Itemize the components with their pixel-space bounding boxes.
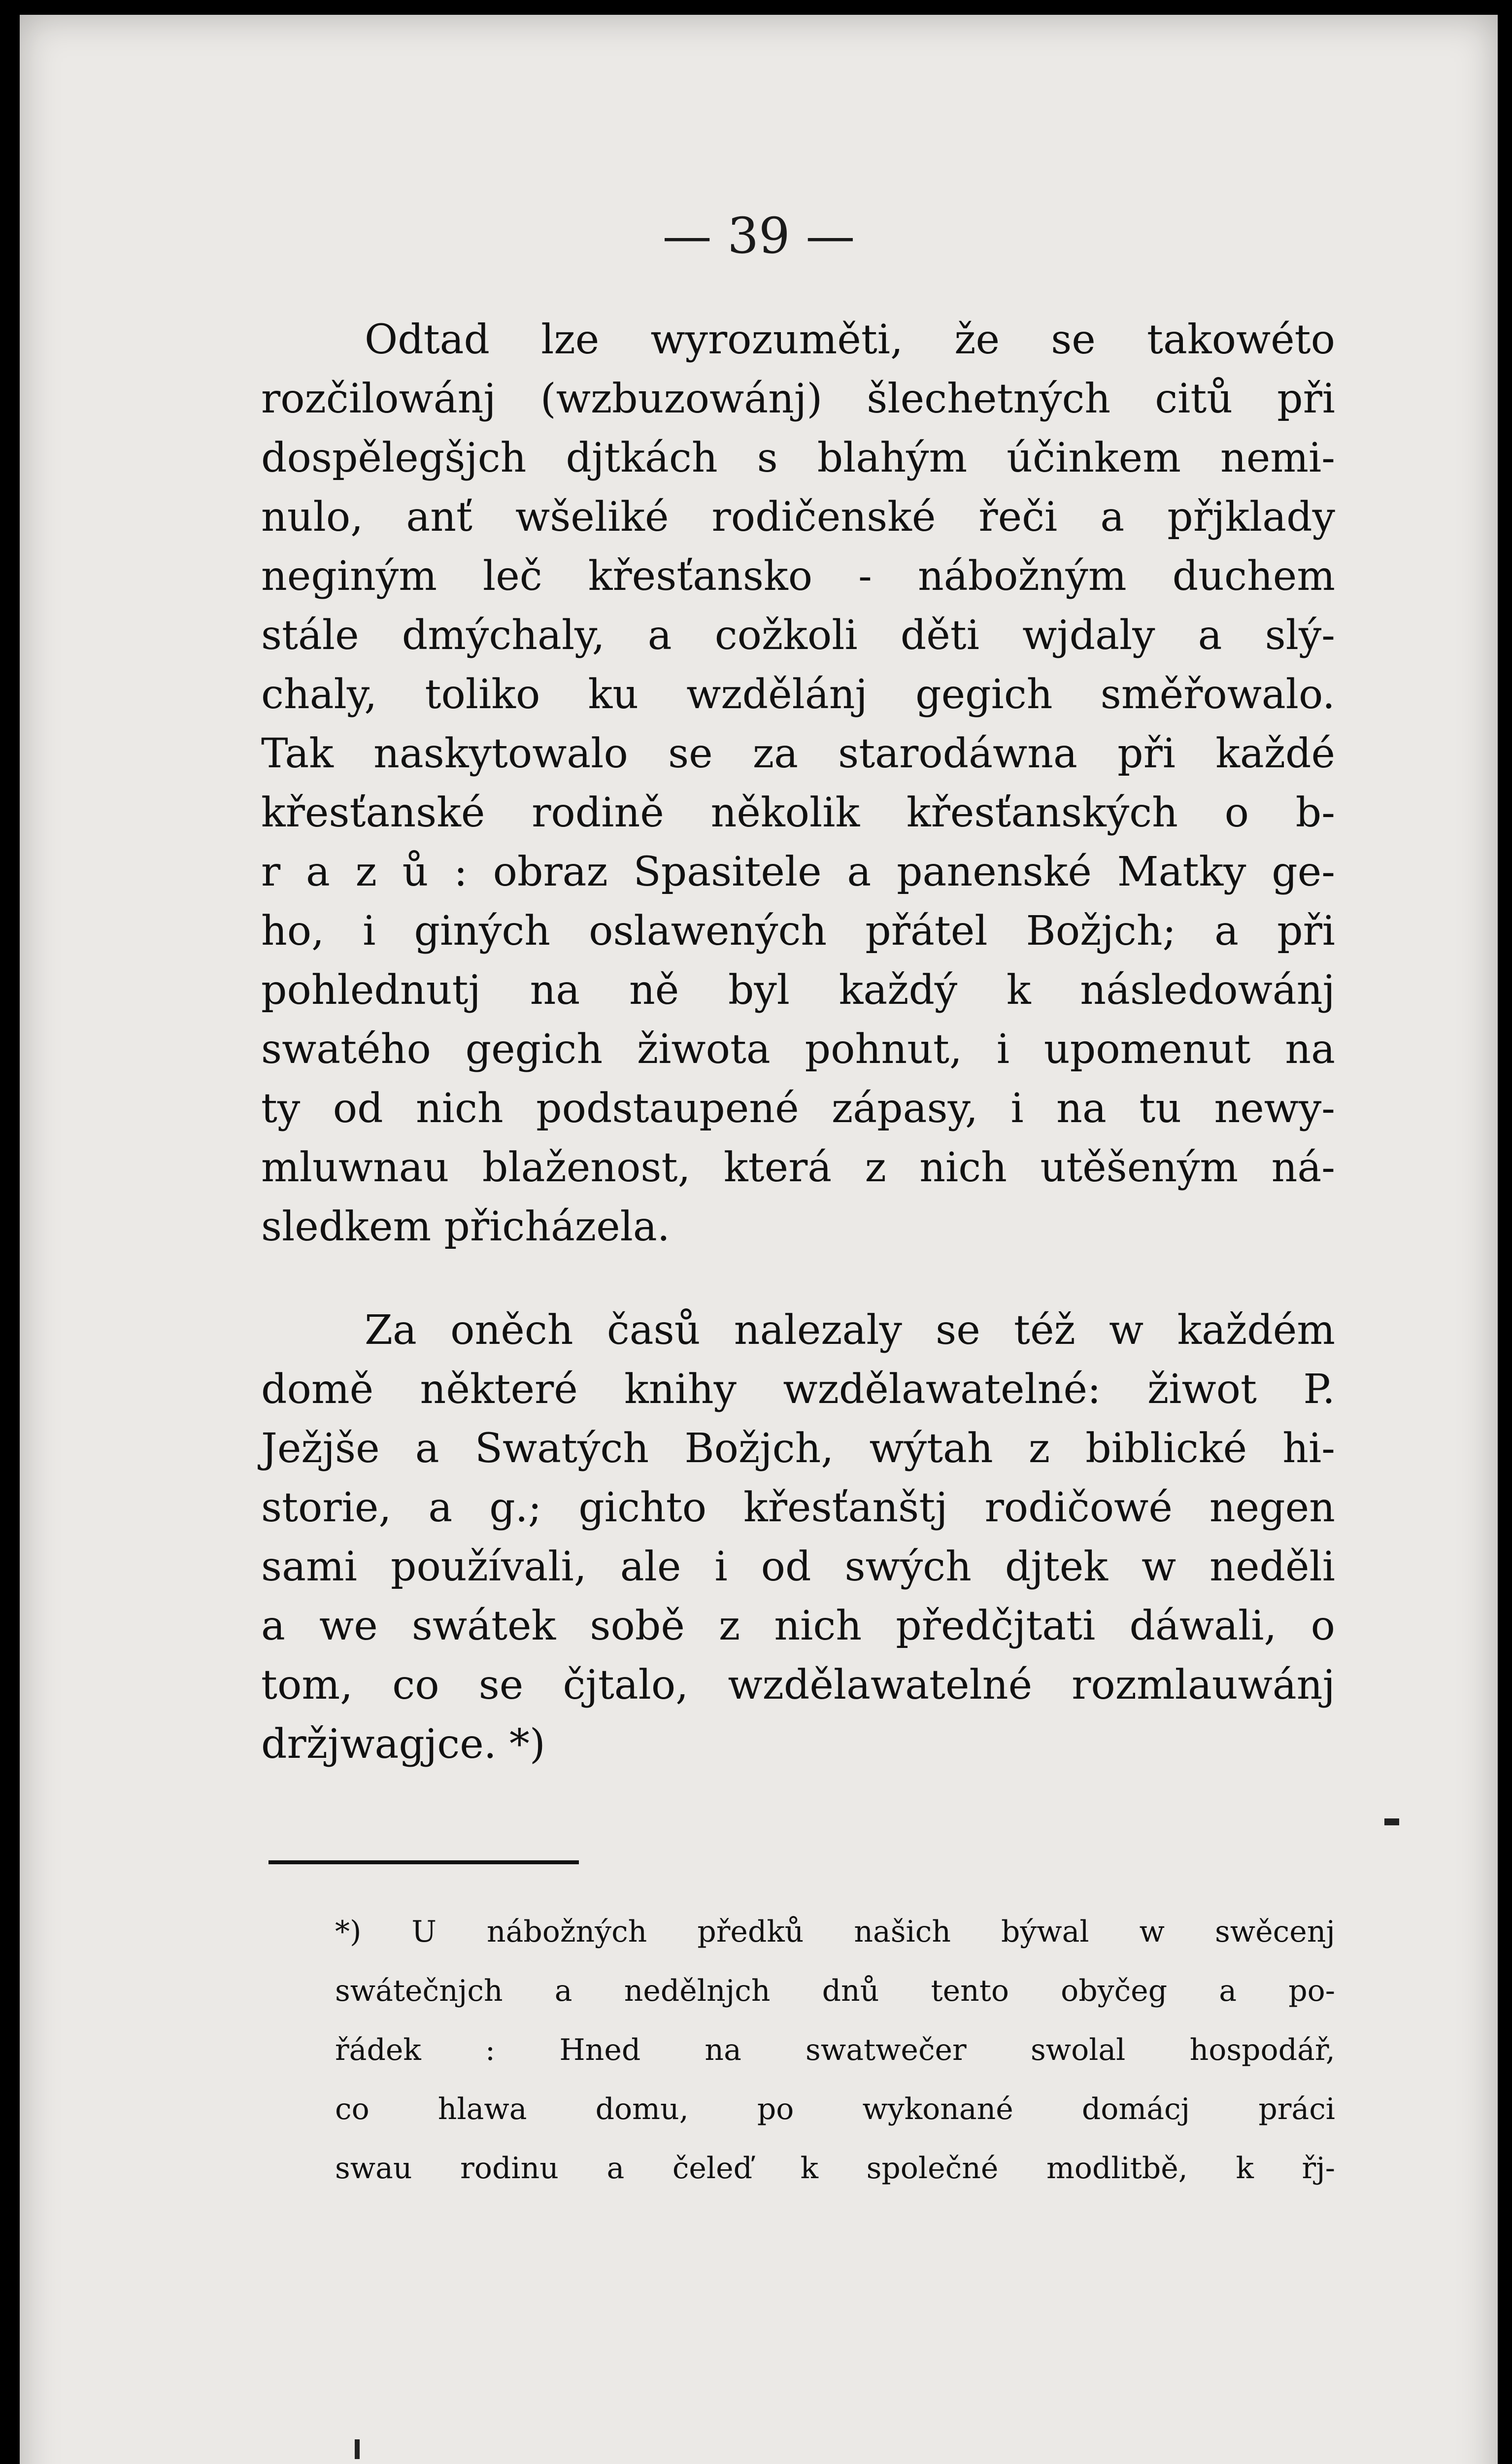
paragraph-1 bbox=[261, 310, 1335, 1257]
text-line: sledkem přicházela. bbox=[261, 1203, 670, 1250]
text-line: r a z ů : obraz Spasitele a panenské Matky ge- bbox=[261, 849, 1335, 895]
book-page bbox=[20, 15, 1498, 2464]
footnote bbox=[335, 1902, 1335, 2198]
footnote-rule bbox=[269, 1860, 579, 1864]
footnote-line: swátečnjch a nedělnjch dnů tento obyčeg a po- bbox=[335, 1974, 1335, 2008]
text-line: swatého gegich žiwota pohnut, i upomenut na bbox=[261, 1026, 1335, 1073]
text-line: ho, i giných oslawených přátel Božjch; a při bbox=[261, 908, 1335, 955]
footnote-line: řádek : Hned na swatwečer swolal hospodář, bbox=[335, 2033, 1335, 2067]
text-line: držjwagjce. *) bbox=[261, 1721, 545, 1768]
text-line: Odtad lze wyrozuměti, že se takowéto bbox=[365, 316, 1335, 363]
text-line: neginým leč křesťansko - nábožným duchem bbox=[261, 553, 1335, 600]
text-line: nulo, anť wšeliké rodičenské řeči a přjklady bbox=[261, 494, 1335, 541]
text-line: stále dmýchaly, a cožkoli děti wjdaly a slý- bbox=[261, 612, 1335, 659]
text-line: a we swátek sobě z nich předčjtati dáwali, o bbox=[261, 1603, 1335, 1649]
page-number: — 39 — bbox=[662, 207, 855, 265]
footnote-line: *) U nábožných předků našich býwal w swěcenj bbox=[335, 1915, 1335, 1949]
text-line: sami používali, ale i od swých djtek w neděli bbox=[261, 1543, 1335, 1590]
text-line: rozčilowánj (wzbuzowánj) šlechetných citů při bbox=[261, 376, 1335, 422]
text-line: Tak naskytowalo se za starodáwna při každé bbox=[261, 730, 1335, 777]
text-line: dospělegšjch djtkách s blahým účinkem nemi- bbox=[261, 435, 1335, 481]
text-line: tom, co se čjtalo, wzdělawatelné rozmlauwánj bbox=[261, 1662, 1335, 1709]
text-line: domě některé knihy wzdělawatelné: žiwot P. bbox=[261, 1366, 1335, 1413]
paragraph-2 bbox=[261, 1301, 1335, 1774]
text-line: ty od nich podstaupené zápasy, i na tu newy- bbox=[261, 1085, 1335, 1132]
text-line: chaly, toliko ku wzdělánj gegich směřowalo. bbox=[261, 671, 1335, 718]
scan-speck bbox=[355, 2439, 360, 2459]
text-line: Ježjše a Swatých Božjch, wýtah z biblické hi- bbox=[261, 1425, 1335, 1472]
text-line: storie, a g.; gichto křesťanštj rodičowé negen bbox=[261, 1484, 1335, 1531]
footnote-line: co hlawa domu, po wykonané domácj práci bbox=[335, 2092, 1335, 2126]
scan-speck bbox=[1384, 1818, 1399, 1825]
text-line: Za oněch časů nalezaly se též w každém bbox=[365, 1307, 1335, 1354]
text-line: mluwnau blaženost, která z nich utěšeným ná- bbox=[261, 1144, 1335, 1191]
text-line: křesťanské rodině několik křesťanských o b- bbox=[261, 789, 1335, 836]
text-line: pohlednutj na ně byl každý k následowánj bbox=[261, 967, 1335, 1014]
footnote-line: swau rodinu a čeleď k společné modlitbě, k řj- bbox=[335, 2151, 1335, 2186]
